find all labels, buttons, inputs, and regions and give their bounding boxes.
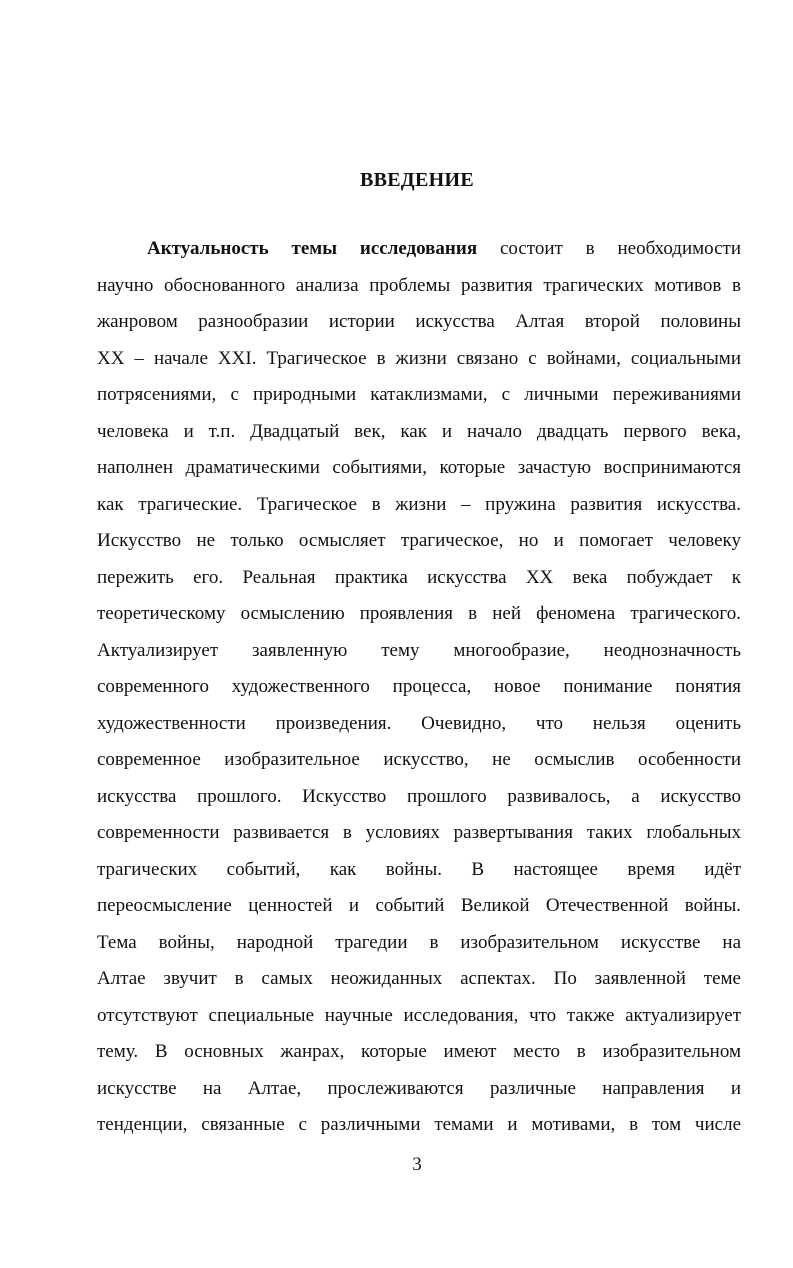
- paragraph-line: тенденции, связанные с различными темами и мотивами, в том числе: [97, 1114, 741, 1135]
- paragraph-line: Алтае звучит в самых неожиданных аспектах. По заявленной теме: [97, 968, 741, 989]
- paragraph-line: Тема войны, народной трагедии в изобразительном искусстве на: [97, 931, 741, 953]
- paragraph-line: XX – начале XXI. Трагическое в жизни связано с войнами, социальными: [97, 347, 741, 369]
- lead-bold-phrase: Актуальность темы исследования: [147, 238, 478, 259]
- paragraph-line: Актуализирует заявленную тему многообразие, неоднозначность: [97, 639, 741, 661]
- paragraph-line: научно обоснованного анализа проблемы развития трагических мотивов в: [97, 274, 741, 296]
- paragraph-line: искусстве на Алтае, прослеживаются различные направления и: [97, 1077, 741, 1099]
- paragraph-line: художественности произведения. Очевидно, что нельзя оценить: [97, 712, 741, 734]
- paragraph-line: тему. В основных жанрах, которые имеют место в изобразительном: [97, 1041, 741, 1062]
- paragraph-line: искусства прошлого. Искусство прошлого развивалось, а искусство: [97, 785, 741, 807]
- paragraph-line: трагических событий, как войны. В настоящее время идёт: [97, 858, 741, 880]
- paragraph-line-1: [97, 231, 741, 268]
- intro-paragraph: [97, 231, 741, 1144]
- paragraph-line: современности развивается в условиях развертывания таких глобальных: [97, 822, 741, 843]
- paragraph-line: как трагические. Трагическое в жизни – пружина развития искусства.: [97, 493, 741, 515]
- paragraph-line: наполнен драматическими событиями, которые зачастую воспринимаются: [97, 457, 741, 478]
- paragraph-line: Искусство не только осмысляет трагическое, но и помогает человеку: [97, 530, 741, 551]
- paragraph-line: теоретическому осмыслению проявления в ней феномена трагического.: [97, 603, 741, 624]
- section-heading: ВВЕДЕНИЕ: [360, 169, 474, 191]
- paragraph-line: пережить его. Реальная практика искусства XX века побуждает к: [97, 566, 741, 588]
- paragraph-line: потрясениями, с природными катаклизмами, с личными переживаниями: [97, 384, 741, 405]
- paragraph-line: переосмысление ценностей и событий Великой Отечественной войны.: [97, 895, 741, 916]
- paragraph-line: современного художественного процесса, новое понимание понятия: [97, 676, 741, 697]
- line-text: состоит в необходимости: [499, 238, 742, 259]
- paragraph-line: жанровом разнообразии истории искусства Алтая второй половины: [97, 311, 741, 332]
- paragraph-line: современное изобразительное искусство, не осмыслив особенности: [97, 749, 741, 770]
- paragraph-line: человека и т.п. Двадцатый век, как и начало двадцать первого века,: [97, 420, 741, 442]
- page-number: 3: [412, 1154, 422, 1175]
- paragraph-line: отсутствуют специальные научные исследования, что также актуализирует: [97, 1004, 741, 1026]
